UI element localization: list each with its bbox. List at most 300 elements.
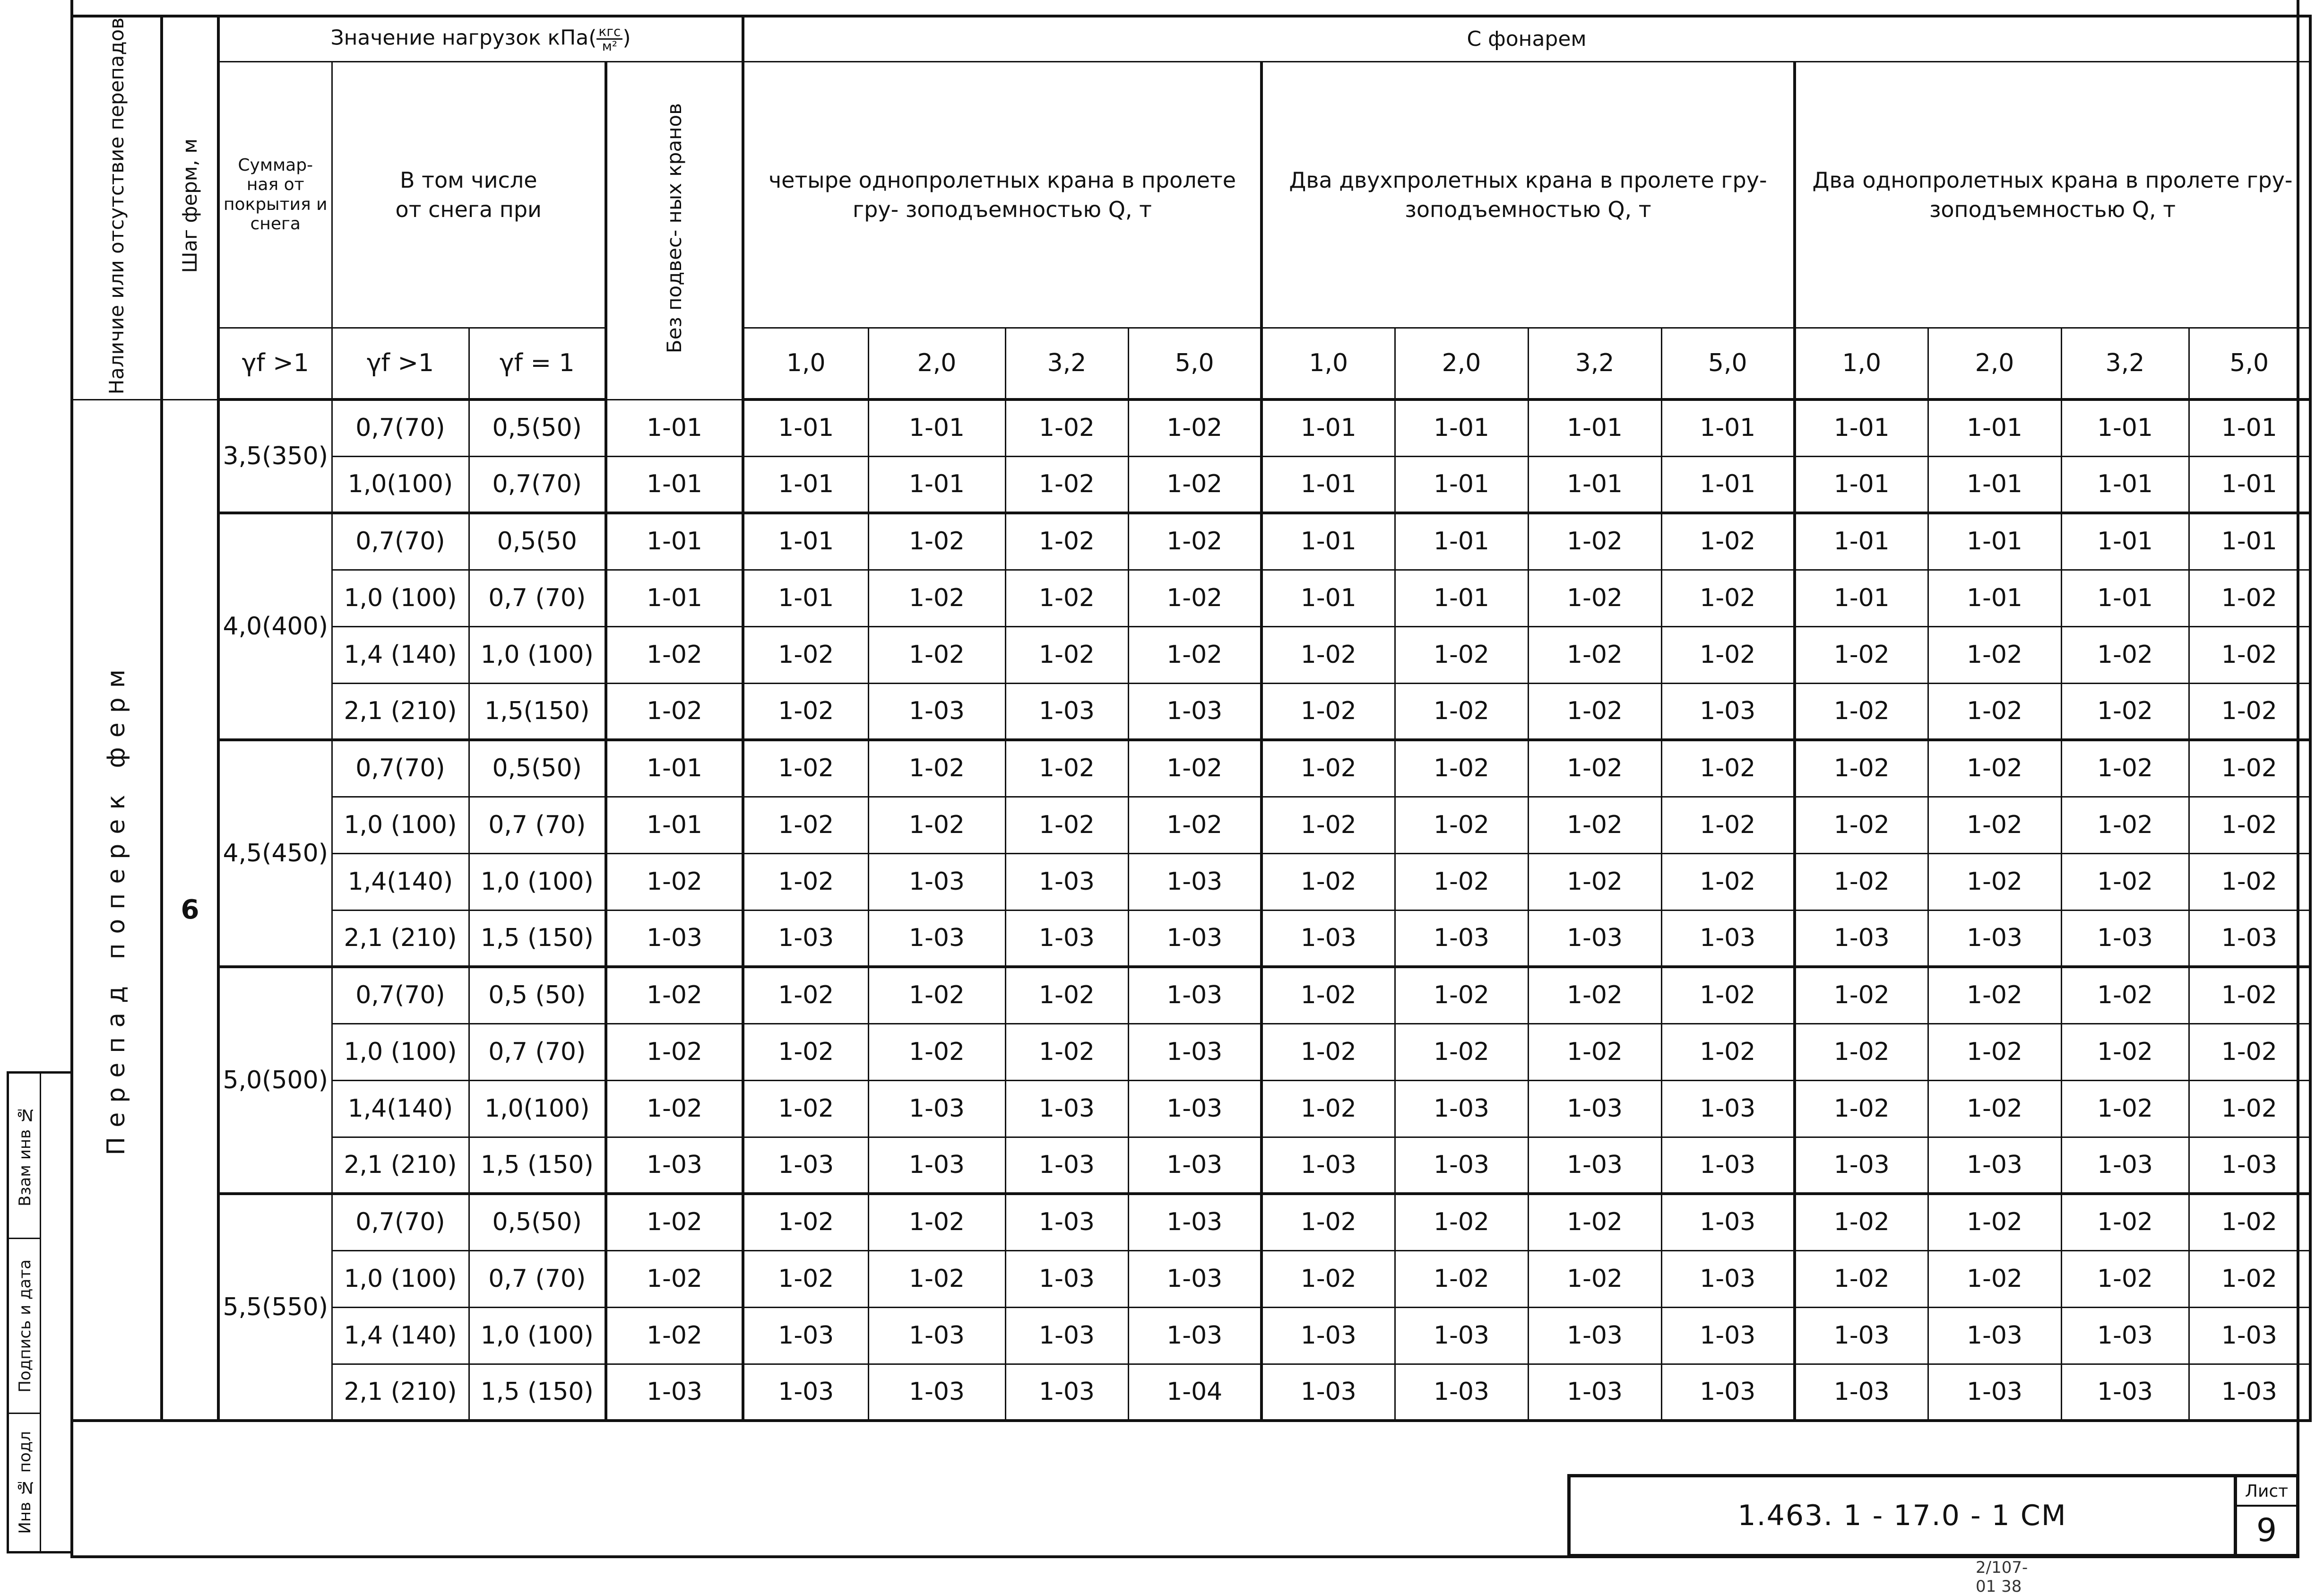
table-row bbox=[72, 1194, 2310, 1250]
crane-cell: 1-03 bbox=[1795, 1364, 1928, 1421]
crane-cell: 1-01 bbox=[1928, 570, 2061, 626]
crane-cell: 1-02 bbox=[1395, 683, 1528, 740]
q-header: 1,0 bbox=[1261, 328, 1395, 400]
crane-cell: 1-01 bbox=[1661, 399, 1795, 456]
crane-cell: 1-03 bbox=[1795, 1137, 1928, 1194]
crane-cell: 1-02 bbox=[1928, 1250, 2061, 1307]
crane-cell: 1-01 bbox=[1795, 456, 1928, 513]
crane-cell: 1-01 bbox=[2189, 399, 2310, 456]
snow-load-gamma-gt1: 2,1 (210) bbox=[332, 1364, 469, 1421]
total-load-value: 5,5(550) bbox=[218, 1194, 332, 1421]
crane-cell: 1-03 bbox=[1528, 1080, 1661, 1137]
crane-cell: 1-02 bbox=[1795, 853, 1928, 910]
snow-load-gamma-eq1: 1,0 (100) bbox=[469, 1307, 606, 1364]
crane-cell: 1-03 bbox=[1928, 1307, 2061, 1364]
table-row bbox=[72, 1080, 2310, 1137]
snow-load-gamma-gt1: 0,7(70) bbox=[332, 1194, 469, 1250]
crane-cell: 1-02 bbox=[1005, 1024, 1128, 1080]
table-row bbox=[72, 399, 2310, 456]
crane-cell: 1-02 bbox=[1928, 740, 2061, 797]
crane-cell: 1-03 bbox=[2061, 1137, 2189, 1194]
table-row bbox=[72, 853, 2310, 910]
crane-cell: 1-02 bbox=[868, 513, 1005, 570]
crane-cell: 1-02 bbox=[868, 797, 1005, 853]
snow-load-gamma-gt1: 1,4 (140) bbox=[332, 626, 469, 683]
snow-load-gamma-eq1: 1,5 (150) bbox=[469, 1364, 606, 1421]
crane-cell: 1-02 bbox=[2061, 853, 2189, 910]
table-row bbox=[72, 456, 2310, 513]
table-row bbox=[72, 570, 2310, 626]
crane-cell: 1-02 bbox=[1128, 740, 1261, 797]
crane-cell: 1-02 bbox=[868, 740, 1005, 797]
no-crane-cell: 1-01 bbox=[606, 399, 743, 456]
crane-cell: 1-03 bbox=[1128, 853, 1261, 910]
q-header: 1,0 bbox=[1795, 328, 1928, 400]
no-crane-cell: 1-01 bbox=[606, 456, 743, 513]
crane-cell: 1-01 bbox=[1795, 399, 1928, 456]
crane-cell: 1-03 bbox=[868, 1364, 1005, 1421]
no-crane-cell: 1-01 bbox=[606, 513, 743, 570]
no-crane-cell: 1-01 bbox=[606, 570, 743, 626]
snow-load-gamma-gt1: 1,4(140) bbox=[332, 1080, 469, 1137]
crane-cell: 1-03 bbox=[1661, 1080, 1795, 1137]
crane-cell: 1-02 bbox=[2189, 626, 2310, 683]
crane-cell: 1-01 bbox=[2061, 570, 2189, 626]
table-row bbox=[72, 740, 2310, 797]
crane-cell: 1-03 bbox=[1661, 683, 1795, 740]
table-row bbox=[72, 626, 2310, 683]
crane-cell: 1-02 bbox=[1395, 740, 1528, 797]
format-note: 2/107-01 38 bbox=[1976, 1558, 2028, 1596]
crane-cell: 1-02 bbox=[1928, 1194, 2061, 1250]
crane-cell: 1-02 bbox=[1261, 853, 1395, 910]
no-crane-cell: 1-03 bbox=[606, 1137, 743, 1194]
crane-cell: 1-02 bbox=[1661, 853, 1795, 910]
stamp-sign-date: Подпись и дата bbox=[9, 1239, 41, 1414]
crane-cell: 1-02 bbox=[1395, 853, 1528, 910]
crane-cell: 1-02 bbox=[1261, 1080, 1395, 1137]
snow-load-gamma-eq1: 1,5 (150) bbox=[469, 1137, 606, 1194]
crane-cell: 1-02 bbox=[1661, 967, 1795, 1024]
no-cranes-header: Без подвес- ных кранов bbox=[606, 61, 743, 399]
crane-cell: 1-02 bbox=[1261, 740, 1395, 797]
crane-cell: 1-02 bbox=[2061, 1194, 2189, 1250]
no-crane-cell: 1-02 bbox=[606, 1080, 743, 1137]
crane-cell: 1-03 bbox=[2061, 1307, 2189, 1364]
crane-cell: 1-02 bbox=[868, 626, 1005, 683]
snow-load-gamma-gt1: 1,0 (100) bbox=[332, 797, 469, 853]
crane-cell: 1-02 bbox=[1395, 1194, 1528, 1250]
table-row bbox=[72, 797, 2310, 853]
crane-cell: 1-02 bbox=[743, 1024, 868, 1080]
snow-load-gamma-eq1: 0,5(50 bbox=[469, 513, 606, 570]
table-row bbox=[72, 1024, 2310, 1080]
crane-cell: 1-02 bbox=[1005, 626, 1128, 683]
crane-cell: 1-01 bbox=[1395, 399, 1528, 456]
crane-cell: 1-03 bbox=[1128, 967, 1261, 1024]
crane-cell: 1-02 bbox=[1005, 456, 1128, 513]
snow-load-gamma-gt1: 1,0 (100) bbox=[332, 1250, 469, 1307]
snow-load-gamma-eq1: 0,7(70) bbox=[469, 456, 606, 513]
gamma-snow2-header: γf = 1 bbox=[469, 328, 606, 400]
q-header: 2,0 bbox=[1395, 328, 1528, 400]
crane-cell: 1-02 bbox=[1928, 853, 2061, 910]
snow-load-gamma-eq1: 1,0(100) bbox=[469, 1080, 606, 1137]
drawing-code: 1.463. 1 - 17.0 - 1 СМ bbox=[1567, 1474, 2234, 1557]
crane-cell: 1-02 bbox=[1128, 456, 1261, 513]
crane-cell: 1-03 bbox=[1395, 1080, 1528, 1137]
crane-cell: 1-02 bbox=[1128, 399, 1261, 456]
crane-cell: 1-03 bbox=[1128, 683, 1261, 740]
crane-cell: 1-01 bbox=[2061, 456, 2189, 513]
snow-load-gamma-eq1: 1,5(150) bbox=[469, 683, 606, 740]
crane-cell: 1-02 bbox=[1528, 626, 1661, 683]
crane-cell: 1-03 bbox=[2189, 1307, 2310, 1364]
snow-load-gamma-eq1: 0,5(50) bbox=[469, 1194, 606, 1250]
crane-cell: 1-02 bbox=[1261, 1194, 1395, 1250]
crane-cell: 1-03 bbox=[2061, 1364, 2189, 1421]
crane-cell: 1-02 bbox=[1005, 513, 1128, 570]
crane-cell: 1-01 bbox=[1261, 456, 1395, 513]
q-header: 5,0 bbox=[1128, 328, 1261, 400]
crane-cell: 1-02 bbox=[1005, 797, 1128, 853]
crane-cell: 1-02 bbox=[1005, 967, 1128, 1024]
crane-cell: 1-02 bbox=[1528, 683, 1661, 740]
crane-cell: 1-02 bbox=[1928, 683, 2061, 740]
crane-cell: 1-03 bbox=[1005, 1250, 1128, 1307]
crane-cell: 1-02 bbox=[2189, 967, 2310, 1024]
table-row bbox=[72, 1307, 2310, 1364]
total-load-value: 4,0(400) bbox=[218, 513, 332, 740]
q-header: 1,0 bbox=[743, 328, 868, 400]
crane-cell: 1-02 bbox=[1005, 740, 1128, 797]
snow-load-gamma-eq1: 0,5(50) bbox=[469, 740, 606, 797]
crane-cell: 1-01 bbox=[1928, 399, 2061, 456]
q-header: 3,2 bbox=[1005, 328, 1128, 400]
crane-cell: 1-04 bbox=[1128, 1364, 1261, 1421]
crane-cell: 1-02 bbox=[1661, 797, 1795, 853]
crane-cell: 1-03 bbox=[1261, 1307, 1395, 1364]
crane-cell: 1-02 bbox=[2189, 1250, 2310, 1307]
crane-cell: 1-03 bbox=[1128, 910, 1261, 967]
table-row bbox=[72, 1250, 2310, 1307]
snow-load-gamma-gt1: 1,0 (100) bbox=[332, 1024, 469, 1080]
crane-cell: 1-02 bbox=[2061, 967, 2189, 1024]
q-header: 2,0 bbox=[1928, 328, 2061, 400]
crane-cell: 1-03 bbox=[1661, 1137, 1795, 1194]
sheet-number: 9 bbox=[2256, 1511, 2277, 1549]
gamma-total-header: γf >1 bbox=[218, 328, 332, 400]
crane-cell: 1-02 bbox=[1528, 1250, 1661, 1307]
crane-cell: 1-02 bbox=[2189, 797, 2310, 853]
crane-cell: 1-03 bbox=[1005, 1080, 1128, 1137]
q-header: 3,2 bbox=[2061, 328, 2189, 400]
crane-cell: 1-03 bbox=[868, 1080, 1005, 1137]
no-crane-cell: 1-02 bbox=[606, 683, 743, 740]
crane-cell: 1-02 bbox=[743, 740, 868, 797]
margin-stamp bbox=[7, 1071, 73, 1553]
crane-cell: 1-02 bbox=[1528, 1024, 1661, 1080]
crane-cell: 1-02 bbox=[868, 1194, 1005, 1250]
crane-cell: 1-02 bbox=[1261, 1250, 1395, 1307]
crane-cell: 1-02 bbox=[1795, 1250, 1928, 1307]
crane-cell: 1-02 bbox=[1128, 513, 1261, 570]
crane-cell: 1-02 bbox=[1261, 683, 1395, 740]
crane-cell: 1-02 bbox=[1528, 740, 1661, 797]
crane-cell: 1-03 bbox=[1128, 1024, 1261, 1080]
crane-cell: 1-02 bbox=[1528, 1194, 1661, 1250]
crane-cell: 1-03 bbox=[1261, 1137, 1395, 1194]
crane-cell: 1-02 bbox=[2061, 683, 2189, 740]
crane-cell: 1-02 bbox=[2061, 740, 2189, 797]
crane-cell: 1-01 bbox=[1795, 513, 1928, 570]
crane-cell: 1-01 bbox=[1261, 399, 1395, 456]
crane-load-table bbox=[70, 15, 2312, 1422]
snow-load-gamma-gt1: 0,7(70) bbox=[332, 513, 469, 570]
crane-cell: 1-02 bbox=[1261, 967, 1395, 1024]
snow-share-header: В том числе от снега при bbox=[332, 61, 606, 328]
snow-load-gamma-eq1: 0,5 (50) bbox=[469, 967, 606, 1024]
snow-load-gamma-eq1: 0,7 (70) bbox=[469, 797, 606, 853]
crane-cell: 1-02 bbox=[1928, 626, 2061, 683]
crane-cell: 1-02 bbox=[1261, 1024, 1395, 1080]
crane-cell: 1-03 bbox=[1005, 1364, 1128, 1421]
snow-load-gamma-gt1: 1,0(100) bbox=[332, 456, 469, 513]
crane-cell: 1-02 bbox=[2061, 1080, 2189, 1137]
crane-cell: 1-01 bbox=[743, 399, 868, 456]
crane-cell: 1-02 bbox=[1005, 399, 1128, 456]
crane-cell: 1-03 bbox=[1528, 1137, 1661, 1194]
crane-cell: 1-03 bbox=[1528, 1307, 1661, 1364]
load-values-header: Значение нагрузок кПа( $\frac{\text{кгс}}{\text{м²}}$ ) bbox=[218, 16, 743, 61]
crane-cell: 1-02 bbox=[1795, 626, 1928, 683]
crane-cell: 1-02 bbox=[1395, 626, 1528, 683]
crane-cell: 1-03 bbox=[1005, 853, 1128, 910]
crane-cell: 1-02 bbox=[743, 1080, 868, 1137]
crane-cell: 1-02 bbox=[743, 1194, 868, 1250]
snow-load-gamma-eq1: 0,7 (70) bbox=[469, 1024, 606, 1080]
total-load-value: 5,0(500) bbox=[218, 967, 332, 1194]
no-crane-cell: 1-02 bbox=[606, 1024, 743, 1080]
crane-cell: 1-02 bbox=[1661, 513, 1795, 570]
no-crane-cell: 1-02 bbox=[606, 1194, 743, 1250]
crane-cell: 1-02 bbox=[743, 797, 868, 853]
crane-cell: 1-03 bbox=[1928, 910, 2061, 967]
total-load-header: Суммар- ная от покрытия и снега bbox=[218, 61, 332, 328]
q-header: 5,0 bbox=[1661, 328, 1795, 400]
crane-cell: 1-02 bbox=[2061, 1024, 2189, 1080]
crane-cell: 1-01 bbox=[2189, 513, 2310, 570]
q-header: 5,0 bbox=[2189, 328, 2310, 400]
no-crane-cell: 1-03 bbox=[606, 1364, 743, 1421]
two-single-span-cranes-header: Два однопролетных крана в пролете гру- зоподъемностью Q, т bbox=[1795, 61, 2310, 328]
row-type-label: Перепад поперек ферм bbox=[72, 399, 162, 1421]
crane-cell: 1-02 bbox=[1661, 1024, 1795, 1080]
crane-cell: 1-03 bbox=[2061, 910, 2189, 967]
crane-cell: 1-03 bbox=[1661, 1307, 1795, 1364]
table-row bbox=[72, 683, 2310, 740]
crane-cell: 1-03 bbox=[1128, 1194, 1261, 1250]
crane-cell: 1-03 bbox=[1395, 1307, 1528, 1364]
no-crane-cell: 1-02 bbox=[606, 626, 743, 683]
crane-cell: 1-03 bbox=[868, 1137, 1005, 1194]
table-row bbox=[72, 910, 2310, 967]
crane-cell: 1-03 bbox=[868, 683, 1005, 740]
crane-cell: 1-01 bbox=[1928, 513, 2061, 570]
crane-cell: 1-02 bbox=[1795, 1080, 1928, 1137]
crane-cell: 1-03 bbox=[1661, 1194, 1795, 1250]
crane-cell: 1-02 bbox=[1261, 626, 1395, 683]
crane-cell: 1-03 bbox=[743, 1307, 868, 1364]
snow-load-gamma-eq1: 0,7 (70) bbox=[469, 570, 606, 626]
crane-cell: 1-03 bbox=[1795, 1307, 1928, 1364]
crane-cell: 1-01 bbox=[1395, 456, 1528, 513]
crane-cell: 1-01 bbox=[2189, 456, 2310, 513]
crane-cell: 1-03 bbox=[1528, 1364, 1661, 1421]
crane-cell: 1-02 bbox=[1005, 570, 1128, 626]
crane-cell: 1-02 bbox=[2189, 1080, 2310, 1137]
snow-load-gamma-eq1: 0,7 (70) bbox=[469, 1250, 606, 1307]
table-row bbox=[72, 513, 2310, 570]
crane-cell: 1-03 bbox=[1661, 1364, 1795, 1421]
gamma-snow1-header: γf >1 bbox=[332, 328, 469, 400]
crane-cell: 1-03 bbox=[1261, 910, 1395, 967]
crane-cell: 1-02 bbox=[2189, 570, 2310, 626]
crane-cell: 1-02 bbox=[1528, 797, 1661, 853]
crane-cell: 1-01 bbox=[2061, 513, 2189, 570]
sheet-number-box bbox=[2234, 1474, 2299, 1557]
crane-cell: 1-03 bbox=[743, 910, 868, 967]
crane-cell: 1-03 bbox=[868, 1307, 1005, 1364]
crane-cell: 1-02 bbox=[868, 1024, 1005, 1080]
crane-cell: 1-02 bbox=[1928, 1080, 2061, 1137]
crane-cell: 1-02 bbox=[743, 1250, 868, 1307]
crane-cell: 1-01 bbox=[1928, 456, 2061, 513]
crane-cell: 1-02 bbox=[1395, 797, 1528, 853]
crane-cell: 1-03 bbox=[1795, 910, 1928, 967]
truss-step-value: 6 bbox=[162, 399, 218, 1421]
crane-cell: 1-02 bbox=[1928, 967, 2061, 1024]
crane-cell: 1-02 bbox=[1661, 570, 1795, 626]
crane-cell: 1-03 bbox=[1661, 1250, 1795, 1307]
crane-cell: 1-03 bbox=[1005, 1137, 1128, 1194]
crane-cell: 1-03 bbox=[1005, 910, 1128, 967]
crane-cell: 1-02 bbox=[1795, 797, 1928, 853]
crane-cell: 1-02 bbox=[1128, 626, 1261, 683]
snow-load-gamma-gt1: 1,4(140) bbox=[332, 853, 469, 910]
four-single-span-cranes-header: четыре однопролетных крана в пролете гру- зоподъемностью Q, т bbox=[743, 61, 1261, 328]
crane-cell: 1-02 bbox=[1528, 570, 1661, 626]
no-crane-cell: 1-03 bbox=[606, 910, 743, 967]
snow-load-gamma-gt1: 0,7(70) bbox=[332, 967, 469, 1024]
crane-cell: 1-01 bbox=[1261, 570, 1395, 626]
crane-cell: 1-03 bbox=[743, 1137, 868, 1194]
crane-cell: 1-02 bbox=[2189, 1024, 2310, 1080]
no-crane-cell: 1-02 bbox=[606, 1250, 743, 1307]
crane-cell: 1-02 bbox=[743, 853, 868, 910]
crane-cell: 1-02 bbox=[1395, 1024, 1528, 1080]
crane-cell: 1-03 bbox=[1395, 1137, 1528, 1194]
snow-load-gamma-gt1: 1,0 (100) bbox=[332, 570, 469, 626]
crane-cell: 1-02 bbox=[2189, 740, 2310, 797]
q-header: 3,2 bbox=[1528, 328, 1661, 400]
crane-cell: 1-02 bbox=[2189, 853, 2310, 910]
crane-cell: 1-02 bbox=[868, 967, 1005, 1024]
total-load-value: 3,5(350) bbox=[218, 399, 332, 513]
crane-cell: 1-03 bbox=[868, 853, 1005, 910]
snow-load-gamma-gt1: 0,7(70) bbox=[332, 740, 469, 797]
crane-cell: 1-01 bbox=[1395, 570, 1528, 626]
crane-cell: 1-02 bbox=[743, 626, 868, 683]
no-crane-cell: 1-02 bbox=[606, 967, 743, 1024]
crane-cell: 1-03 bbox=[2189, 910, 2310, 967]
crane-cell: 1-02 bbox=[1795, 1024, 1928, 1080]
table-row bbox=[72, 1137, 2310, 1194]
crane-cell: 1-01 bbox=[1261, 513, 1395, 570]
crane-cell: 1-02 bbox=[1128, 797, 1261, 853]
snow-load-gamma-gt1: 2,1 (210) bbox=[332, 683, 469, 740]
snow-load-gamma-eq1: 1,0 (100) bbox=[469, 626, 606, 683]
no-crane-cell: 1-01 bbox=[606, 797, 743, 853]
q-header: 2,0 bbox=[868, 328, 1005, 400]
crane-cell: 1-02 bbox=[1395, 1250, 1528, 1307]
crane-cell: 1-01 bbox=[1395, 513, 1528, 570]
crane-cell: 1-01 bbox=[1795, 570, 1928, 626]
snow-load-gamma-gt1: 1,4 (140) bbox=[332, 1307, 469, 1364]
table-row bbox=[72, 1364, 2310, 1421]
crane-cell: 1-02 bbox=[1661, 626, 1795, 683]
crane-cell: 1-02 bbox=[2061, 1250, 2189, 1307]
crane-cell: 1-03 bbox=[1528, 910, 1661, 967]
crane-cell: 1-02 bbox=[1795, 1194, 1928, 1250]
snow-load-gamma-gt1: 0,7(70) bbox=[332, 399, 469, 456]
table-row bbox=[72, 967, 2310, 1024]
crane-cell: 1-01 bbox=[743, 456, 868, 513]
crane-cell: 1-02 bbox=[1928, 1024, 2061, 1080]
crane-cell: 1-01 bbox=[1528, 456, 1661, 513]
no-crane-cell: 1-01 bbox=[606, 740, 743, 797]
with-lantern-header: С фонарем bbox=[743, 16, 2310, 61]
crane-cell: 1-02 bbox=[1795, 683, 1928, 740]
snow-load-gamma-eq1: 1,0 (100) bbox=[469, 853, 606, 910]
crane-cell: 1-01 bbox=[868, 399, 1005, 456]
crane-cell: 1-03 bbox=[1261, 1364, 1395, 1421]
crane-cell: 1-02 bbox=[2189, 1194, 2310, 1250]
crane-cell: 1-01 bbox=[1528, 399, 1661, 456]
no-crane-cell: 1-02 bbox=[606, 853, 743, 910]
crane-cell: 1-03 bbox=[2189, 1137, 2310, 1194]
snow-load-gamma-gt1: 2,1 (210) bbox=[332, 910, 469, 967]
crane-cell: 1-02 bbox=[1795, 740, 1928, 797]
crane-cell: 1-01 bbox=[868, 456, 1005, 513]
crane-cell: 1-02 bbox=[868, 1250, 1005, 1307]
crane-cell: 1-02 bbox=[1928, 797, 2061, 853]
crane-cell: 1-03 bbox=[1128, 1080, 1261, 1137]
crane-cell: 1-02 bbox=[1261, 797, 1395, 853]
step-header: Шаг ферм, м bbox=[162, 16, 218, 399]
crane-cell: 1-02 bbox=[868, 570, 1005, 626]
crane-cell: 1-02 bbox=[2061, 797, 2189, 853]
crane-cell: 1-02 bbox=[1528, 853, 1661, 910]
crane-cell: 1-01 bbox=[1661, 456, 1795, 513]
crane-cell: 1-03 bbox=[2189, 1364, 2310, 1421]
crane-cell: 1-02 bbox=[1661, 740, 1795, 797]
snow-load-gamma-gt1: 2,1 (210) bbox=[332, 1137, 469, 1194]
crane-cell: 1-02 bbox=[743, 967, 868, 1024]
crane-cell: 1-03 bbox=[1005, 683, 1128, 740]
crane-cell: 1-03 bbox=[1005, 1307, 1128, 1364]
crane-cell: 1-01 bbox=[743, 570, 868, 626]
